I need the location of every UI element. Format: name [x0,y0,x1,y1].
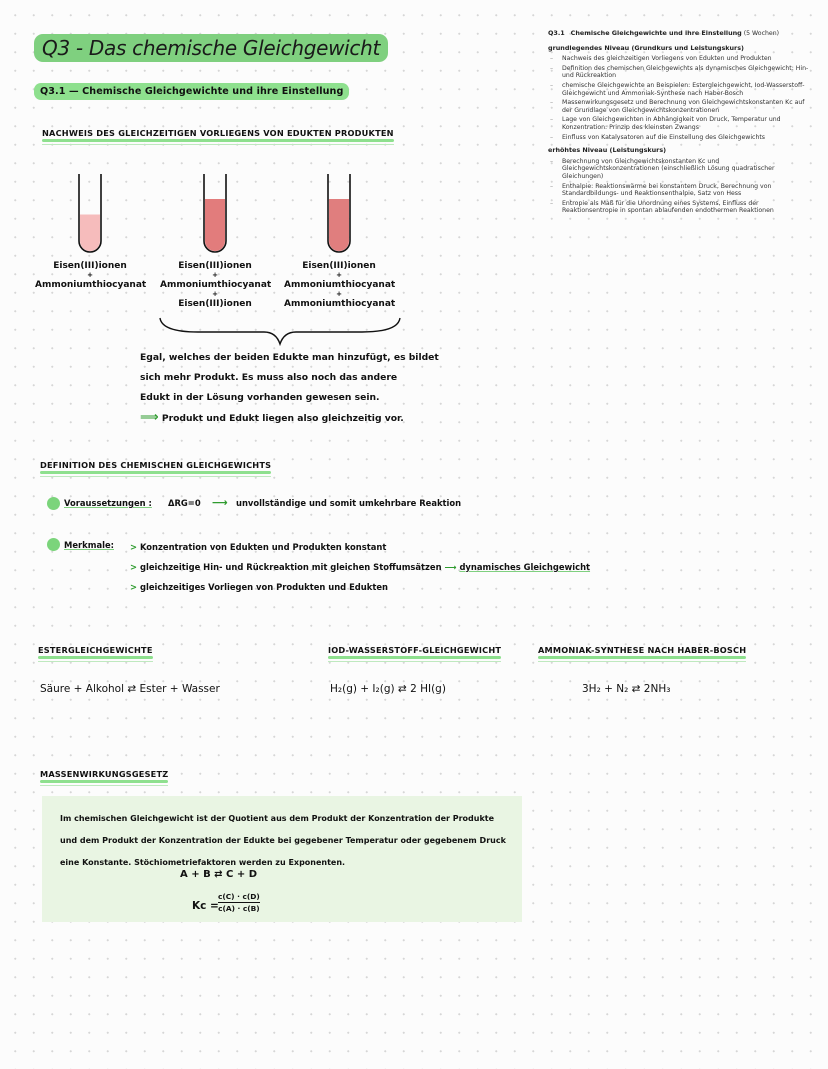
curriculum-panel [548,30,810,217]
definition-heading [40,460,271,470]
kc-label: Kc = [192,900,219,912]
reagent-name: Ammoniumthiocyanat [35,280,147,290]
dynamic-equilibrium-label: dynamisches Gleichgewicht [459,562,591,572]
chevron-right-icon: > [130,562,138,572]
example-heading-text: IOD-WASSERSTOFF-GLEICHGEWICHT [328,645,502,655]
plus-sign: + [87,271,93,279]
merkmale-item [130,542,386,552]
mwg-reaction: A + B ⇄ C + D [180,869,258,880]
curriculum-item: – Entropie als Maß für die Unordnung eines Systems, Einfluss der Reaktionsentropie in spontan ablaufenden endothermen Reaktionen [548,200,810,215]
curriculum-item: – Definition des chemischen Gleichgewichts als dynamisches Gleichgewicht: Hin- und Rückreaktion [548,65,810,80]
tube-liquid [80,215,100,251]
plus-sign: + [336,290,342,298]
mwg-box [42,796,522,922]
fraction-bar [218,902,260,903]
mwg-line: und dem Produkt der Konzentration der Edukte bei gegebener Temperatur oder gegebenem Druck [60,836,506,845]
example-equation: Säure + Alkohol ⇄ Ester + Wasser [40,683,220,695]
nachweis-heading [42,128,394,138]
reagent-name: Ammoniumthiocyanat [160,280,272,290]
chevron-right-icon: > [130,582,138,592]
bullet-icon [47,497,60,510]
kc-fraction [218,892,260,913]
merkmale-item-text: gleichzeitige Hin- und Rückreaktion mit gleichen Stoffumsätzen [139,562,442,572]
curriculum-title: Chemische Gleichgewichte und ihre Einstellung [570,29,742,37]
voraussetzungen-label-text: Voraussetzungen : [64,498,152,508]
example-heading [38,645,153,655]
reagent-name: Eisen(III)ionen [178,261,252,271]
merkmale-item-text: Konzentration von Edukten und Produkten konstant [139,542,387,552]
tube-liquid [205,199,225,251]
chevron-right-icon: > [130,542,138,552]
example-heading-text: ESTERGLEICHGEWICHTE [38,645,153,655]
curriculum-heading [548,30,810,38]
curriculum-item: – chemische Gleichgewichte an Beispielen: Estergleichgewicht, Iod-Wasserstoff-Gleichgewicht und Ammoniak-Synthese nach Haber-Bosch [548,82,810,97]
reagent-name: Eisen(III)ionen [53,261,127,271]
example-heading-text: AMMONIAK-SYNTHESE NACH HABER-BOSCH [538,645,747,655]
mwg-heading-text: MASSENWIRKUNGSGESETZ [40,769,169,779]
nachweis-line: Edukt in der Lösung vorhanden gewesen sein. [140,392,380,403]
reagent-name: Eisen(III)ionen [178,299,252,309]
implies-arrow-icon: ⟹ [140,410,159,425]
mwg-line: Im chemischen Gleichgewicht ist der Quotient aus dem Produkt der Konzentration der Produkte [60,814,495,823]
plus-sign: + [212,271,218,279]
example-equation: 3H₂ + N₂ ⇄ 2NH₃ [582,683,671,695]
test-tube-icon [79,174,101,252]
nachweis-text [140,348,440,429]
tube-label [284,260,394,310]
reagent-name: Ammoniumthiocyanat [284,299,396,309]
merkmale-item [130,562,590,572]
reagent-name: Eisen(III)ionen [302,261,376,271]
plus-sign: + [212,290,218,298]
tube-label [35,260,145,291]
basic-level-title: grundlegendes Niveau (Grundkurs und Leistungskurs) [548,43,744,52]
basic-level-list [548,55,810,141]
kc-numerator: c(C) · c(D) [218,892,260,901]
test-tubes [0,170,420,260]
curriculum-item: – Massenwirkungsgesetz und Berechnung von Gleichgewichtskonstanten Kc auf der Grundlage von Gleichgewichtskonzentrationen [548,99,810,114]
example-heading [328,645,501,655]
merkmale-label: Merkmale: [64,540,114,550]
nachweis-line: Egal, welches der beiden Edukte man hinzufügt, es bildet [140,352,439,363]
arrow-right-icon: ⟶ [212,496,228,509]
test-tube-icon [204,174,226,252]
voraussetzungen-label [64,498,152,508]
nachweis-heading-text: NACHWEIS DES GLEICHZEITIGEN VORLIEGENS VON EDUKTEN PRODUKTEN [42,128,394,138]
tube-liquid [329,199,349,251]
conclusion-text: Produkt und Edukt liegen also gleichzeitig vor. [161,413,404,424]
advanced-level-title: erhöhtes Niveau (Leistungskurs) [548,146,667,155]
nachweis-line: sich mehr Produkt. Es muss also noch das andere [140,372,398,383]
kc-denominator: c(A) · c(B) [218,904,260,913]
curriculum-item: – Lage von Gleichgewichten in Abhängigkeit von Druck, Temperatur und Konzentration: Prinzip des kleinsten Zwangs [548,116,810,131]
nachweis-conclusion [140,408,440,429]
example-heading [538,645,746,655]
voraussetzungen-text: unvollständige und somit umkehrbare Reaktion [236,498,462,508]
curriculum-item: – Enthalpie: Reaktionswärme bei konstantem Druck, Berechnung von Standardbildungs- und Reaktionsenthalpie, Satz von Hess [548,183,810,198]
mwg-heading [40,769,168,779]
arrow-right-icon: ⟶ [444,562,457,572]
tube-label [160,260,270,310]
plus-sign: + [336,271,342,279]
curriculum-item: – Nachweis des gleichzeitigen Vorliegens von Edukten und Produkten [548,55,810,63]
reagent-name: Ammoniumthiocyanat [284,280,396,290]
bullet-icon [47,538,60,551]
curriculum-item: – Einfluss von Katalysatoren auf die Einstellung des Gleichgewichts [548,134,810,142]
curriculum-item: – Berechnung von Gleichgewichtskonstanten Kc und Gleichgewichtskonzentrationen (einschließlich Lösung quadratischer Gleichungen) [548,158,810,181]
mwg-line: eine Konstante. Stöchiometriefaktoren werden zu Exponenten. [60,858,346,867]
merkmale-item [130,582,388,592]
definition-heading-text: DEFINITION DES CHEMISCHEN GLEICHGEWICHTS [40,460,272,470]
example-equation: H₂(g) + I₂(g) ⇄ 2 HI(g) [330,683,446,695]
curly-brace [158,316,402,346]
test-tube-icon [328,174,350,252]
voraussetzungen-formula: ΔRG=0 [168,498,201,508]
curriculum-duration: (5 Wochen) [743,30,780,37]
page-title: Q3 - Das chemische Gleichgewicht [34,34,388,62]
section-title: Q3.1 — Chemische Gleichgewichte und ihre Einstellung [34,83,349,100]
curriculum-code: Q3.1 [548,29,565,37]
merkmale-item-text: gleichzeitiges Vorliegen von Produkten und Edukten [139,582,388,592]
mwg-text [60,808,506,874]
advanced-level-list [548,158,810,215]
